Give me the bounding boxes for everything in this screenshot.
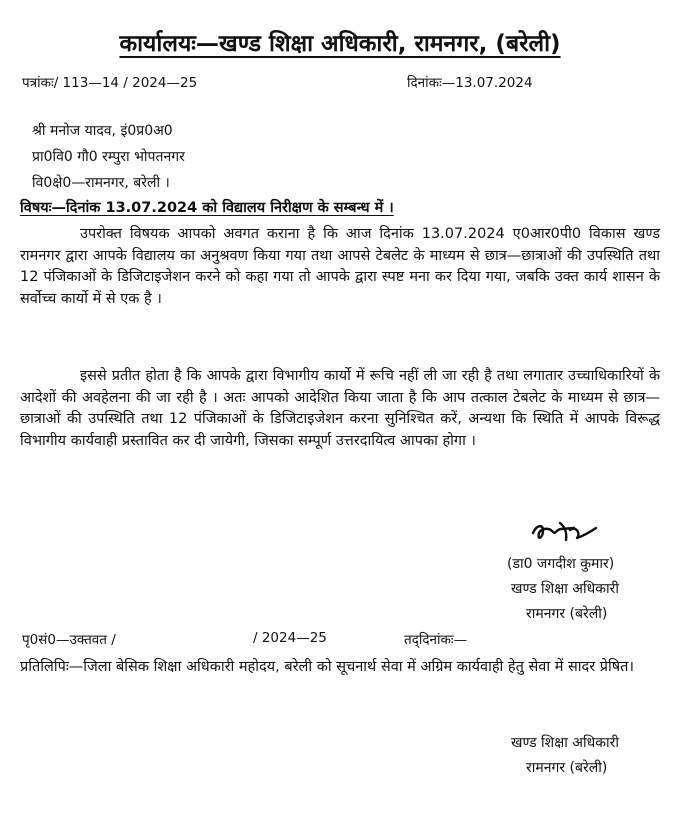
letter-date: दिनांकः—13.07.2024 — [407, 75, 533, 91]
endorsement-date: तद्‌दिनांकः— — [404, 632, 468, 648]
copy-to-text: प्रतिलिपिः—जिला बेसिक शिक्षा अधिकारी महोदय, बरेली को सूचनार्थ सेवा में अग्रिम कार्यवाही हेतु सेवा में सादर प्रेषित। — [20, 659, 634, 675]
endorsement-number: पृ0सं0—उक्तवत / — [22, 632, 116, 648]
officer-designation: खण्ड शिक्षा अधिकारी — [511, 581, 619, 597]
officer-place: रामनगर (बरेली) — [526, 606, 608, 622]
footer-designation: खण्ड शिक्षा अधिकारी — [511, 735, 619, 751]
recipient-block: वि0क्षे0—रामनगर, बरेली । — [32, 175, 170, 191]
letter-subject: विषयः—दिनांक 13.07.2024 को विद्यालय निरीक्षण के सम्बन्ध में । — [20, 200, 394, 216]
endorsement-year: / 2024—25 — [253, 630, 327, 646]
body-paragraph-2: इससे प्रतीत होता है कि आपके द्वारा विभागीय कार्यो में रूचि नहीं ली जा रही है तथा लगातार उच्चाधिकारियों के आदेशों की अवहेलना की जा रही है । अतः आपको आदेशित किया जाता है कि आप तत्काल टेबलेट के माध्यम से छात्र—छात्राओं की उपस्थिति तथा 12 पंजिकाओं के डिजिटाइजेशन करना सुनिश्चित करें, अन्यथा कि स्थिति में आपके विरूद्ध विभागीय कार्यवाही प्रस्तावित कर दी जायेगी, जिसका सम्पूर्ण उत्तरदायित्व आपका होगा । — [20, 368, 660, 449]
body-paragraph-1: उपरोक्त विषयक आपको अवगत कराना है कि आज दिनांक 13.07.2024 ए0आर0पी0 विकास खण्ड रामनगर द्वारा आपके विद्यालय का अनुश्रवण किया गया तथा आपसे टेबलेट के माध्यम से छात्र—छात्राओं की उपस्थिति तथा 12 पंजिकाओं के डिजिटाइजेशन करने को कहा गया तो आपके द्वारा स्पष्ट मना कर दिया गया, जबकि उक्त कार्य शासन के सर्वोच्च कार्यो में से एक है । — [20, 226, 660, 307]
recipient-name: श्री मनोज यादव, इं0प्र0अ0 — [32, 123, 173, 139]
letterhead-title: कार्यालयः—खण्ड शिक्षा अधिकारी, रामनगर, (बरेली) — [119, 31, 561, 57]
reference-number: पत्रांकः/ 113—14 / 2024—25 — [22, 75, 198, 91]
recipient-school: प्रा0वि0 गौ0 रम्पुरा भोपतनगर — [32, 149, 185, 165]
handwritten-signature — [530, 518, 598, 544]
footer-place: रामनगर (बरेली) — [526, 760, 608, 776]
officer-name: (डा0 जगदीश कुमार) — [507, 556, 615, 572]
